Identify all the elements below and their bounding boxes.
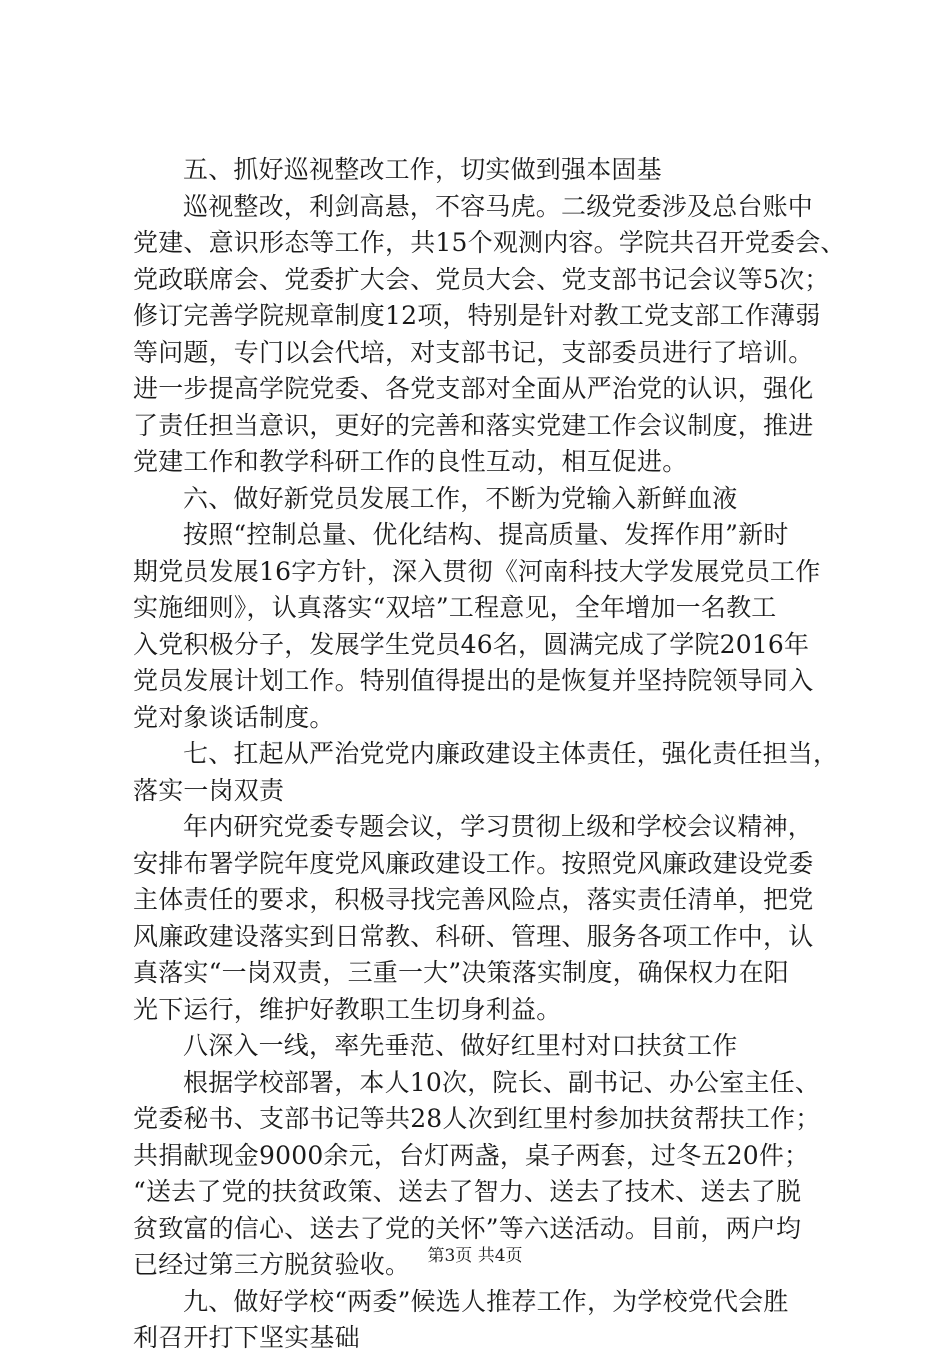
section-heading-line: 利召开打下坚实基础 <box>133 1323 360 1352</box>
paragraph-line: 党政联席会、党委扩大会、党员大会、党支部书记会议等5次； <box>133 264 830 294</box>
paragraph-line: 期党员发展16字方针，深入贯彻《河南科技大学发展党员工作 <box>133 556 821 586</box>
paragraph-line: 年内研究党委专题会议，学习贯彻上级和学校会议精神， <box>183 812 814 841</box>
section-heading-line: 五、抓好巡视整改工作，切实做到强本固基 <box>183 155 662 184</box>
paragraph-line: “送去了党的扶贫政策、送去了智力、送去了技术、送去了脱 <box>133 1177 802 1206</box>
paragraph-line: 已经过第三方脱贫验收。 <box>133 1250 411 1279</box>
paragraph-line: 进一步提高学院党委、各党支部对全面从严治党的认识，强化 <box>133 374 814 403</box>
section-heading-line: 八深入一线，率先垂范、做好红里村对口扶贫工作 <box>183 1031 738 1060</box>
paragraph-line: 贫致富的信心、送去了党的关怀”等六送活动。目前，两户均 <box>133 1213 802 1243</box>
paragraph-line: 共捐献现金9000余元，台灯两盏，桌子两套，过冬五20件； <box>133 1140 810 1170</box>
page-footer: 第3页 共4页 <box>427 1246 523 1266</box>
paragraph-line: 党员发展计划工作。特别值得提出的是恢复并坚持院领导同入 <box>133 666 814 695</box>
paragraph-line: 光下运行，维护好教职工生切身利益。 <box>133 994 562 1024</box>
paragraph-line: 巡视整改，利剑高悬，不容马虎。二级党委涉及总台账中 <box>183 191 814 221</box>
paragraph-line: 入党积极分子，发展学生党员46名，圆满完成了学院2016年 <box>133 629 810 659</box>
section-heading-line: 六、做好新党员发展工作，不断为党输入新鲜血液 <box>183 483 738 513</box>
paragraph-line: 等问题，专门以会代培，对支部书记，支部委员进行了培训。 <box>133 337 814 367</box>
paragraph-line: 党对象谈话制度。 <box>133 702 335 732</box>
paragraph-line: 风廉政建设落实到日常教、科研、管理、服务各项工作中，认 <box>133 921 814 951</box>
section-heading-line: 落实一岗双责 <box>133 775 285 805</box>
paragraph-line: 党委秘书、支部书记等共28人次到红里村参加扶贫帮扶工作； <box>133 1104 821 1133</box>
paragraph-line: 真落实“一岗双责，三重一大”决策落实制度，确保权力在阳 <box>133 958 789 987</box>
paragraph-line: 了责任担当意识，更好的完善和落实党建工作会议制度，推进 <box>133 410 814 440</box>
paragraph-line: 实施细则》，认真落实“双培”工程意见，全年增加一名教工 <box>133 593 777 622</box>
paragraph-line: 党建、意识形态等工作，共15个观测内容。学院共召开党委会、 <box>133 228 846 257</box>
paragraph-line: 根据学校部署，本人10次，院长、副书记、办公室主任、 <box>183 1067 821 1097</box>
paragraph-line: 党建工作和教学科研工作的良性互动，相互促进。 <box>133 447 688 476</box>
paragraph-line: 主体责任的要求，积极寻找完善风险点，落实责任清单，把党 <box>133 885 814 914</box>
section-heading-line: 九、做好学校“两委”候选人推荐工作，为学校党代会胜 <box>183 1286 789 1316</box>
paragraph-line: 修订完善学院规章制度12项，特别是针对教工党支部工作薄弱 <box>133 301 821 330</box>
document-body <box>133 152 846 1357</box>
section-heading-line: 七、扛起从严治党党内廉政建设主体责任，强化责任担当， <box>183 739 839 768</box>
paragraph-line: 安排布署学院年度党风廉政建设工作。按照党风廉政建设党委 <box>133 848 814 878</box>
paragraph-line: 按照“控制总量、优化结构、提高质量、发挥作用”新时 <box>183 520 789 549</box>
